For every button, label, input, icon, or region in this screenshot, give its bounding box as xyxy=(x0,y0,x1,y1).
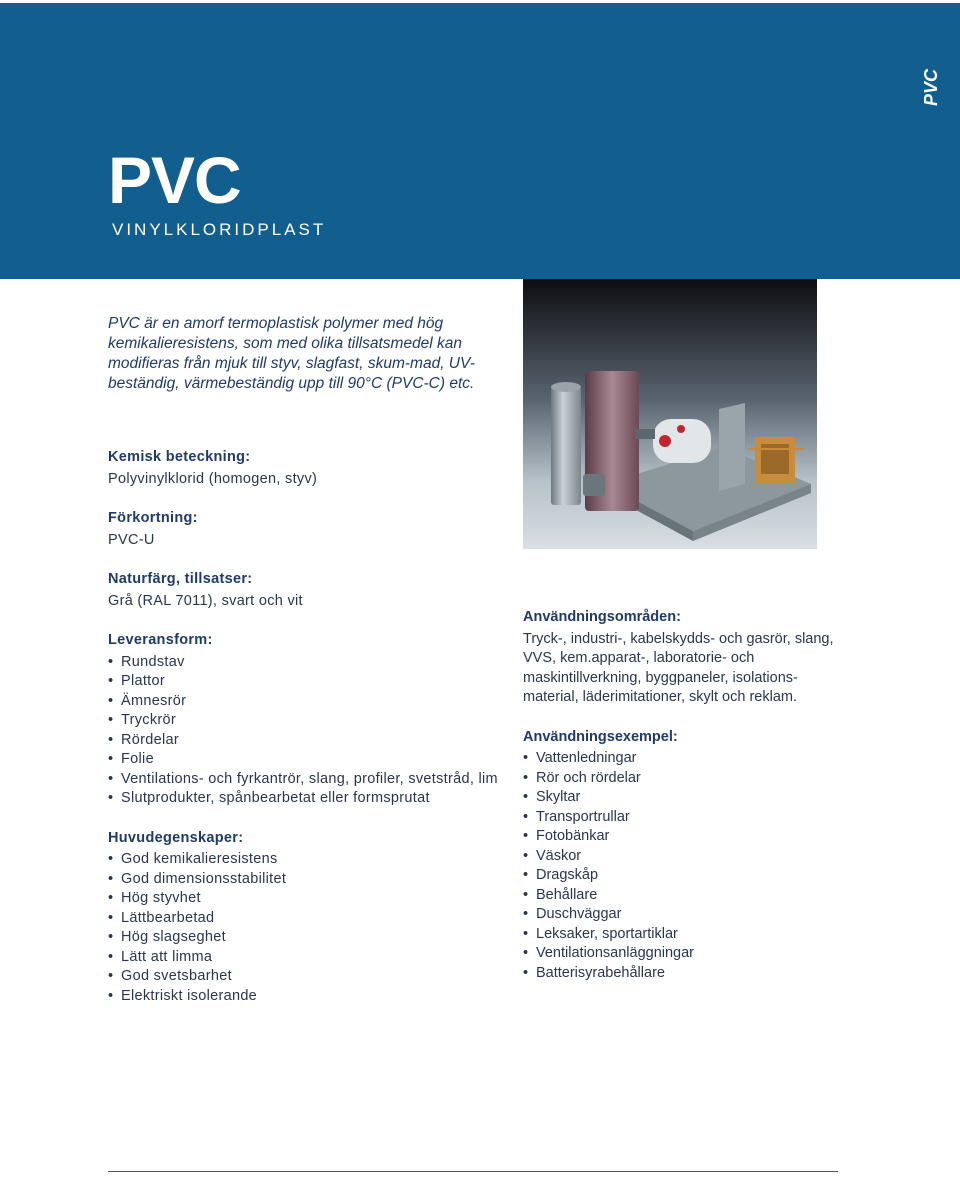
list-item: • Hög slagseghet xyxy=(108,928,508,948)
list-item: • Fotobänkar xyxy=(523,827,843,847)
section-label: Kemisk beteckning: xyxy=(108,449,251,465)
section-label: Naturfärg, tillsatser: xyxy=(108,571,253,587)
section-anvandningsexempel xyxy=(523,728,843,984)
section-label: Förkortning: xyxy=(108,510,198,526)
side-tab-label: PVC xyxy=(921,69,941,107)
list-item: • God dimensionsstabilitet xyxy=(108,870,508,890)
section-label: Användningsområden: xyxy=(523,609,681,625)
product-photo xyxy=(523,279,817,549)
list-item: • Behållare xyxy=(523,886,843,906)
section-value: Polyvinylklorid (homogen, styv) xyxy=(108,470,318,487)
section-value: Grå (RAL 7011), svart och vit xyxy=(108,592,303,609)
section-forkortning xyxy=(108,509,508,550)
section-anvandningsomraden xyxy=(523,608,843,708)
section-label: Användningsexempel: xyxy=(523,728,678,745)
list-item: • God svetsbarhet xyxy=(108,967,508,987)
section-value: Tryck-, industri-, kabelskydds- och gasrör, slang, VVS, kem.apparat-, laboratorie- och maskintillverkning, byggpaneler, isolations-material, läderimitationer, skylt och reklam. xyxy=(523,630,834,705)
list-item: • Folie xyxy=(108,750,508,770)
section-huvudegenskaper xyxy=(108,829,508,1007)
list-item: • Lättbearbetad xyxy=(108,909,508,929)
list-item: • Elektriskt isolerande xyxy=(108,987,508,1007)
list-item: • Leksaker, sportartiklar xyxy=(523,925,843,945)
section-leveransform xyxy=(108,631,508,809)
leveransform-list xyxy=(108,653,508,809)
list-item: • Plattor xyxy=(108,672,508,692)
product-photo-illustration xyxy=(523,279,817,549)
list-item: • Ventilationsanläggningar xyxy=(523,944,843,964)
list-item: • Slutprodukter, spånbearbetat eller formsprutat xyxy=(108,789,508,809)
left-column xyxy=(108,448,508,1026)
list-item: • Rördelar xyxy=(108,731,508,751)
right-column xyxy=(523,608,843,1003)
list-item: • Skyltar xyxy=(523,788,843,808)
page-subtitle: VINYLKLORIDPLAST xyxy=(112,220,327,239)
list-item: • Rör och rördelar xyxy=(523,769,843,789)
list-item: • Vattenledningar xyxy=(523,749,843,769)
list-item: • Ämnesrör xyxy=(108,692,508,712)
section-naturfarg xyxy=(108,570,508,611)
list-item: • Ventilations- och fyrkantrör, slang, profiler, svetstråd, lim xyxy=(108,770,508,790)
list-item: • Hög styvhet xyxy=(108,889,508,909)
footer-divider xyxy=(108,1171,838,1172)
list-item: • Transportrullar xyxy=(523,808,843,828)
list-item: • Lätt att limma xyxy=(108,948,508,968)
page-title: PVC xyxy=(108,143,241,217)
section-value: PVC-U xyxy=(108,531,155,548)
list-item: • Duschväggar xyxy=(523,905,843,925)
list-item: • God kemikalieresistens xyxy=(108,850,508,870)
list-item: • Rundstav xyxy=(108,653,508,673)
anvandningsexempel-list xyxy=(523,749,843,983)
list-item: • Tryckrör xyxy=(108,711,508,731)
list-item: • Väskor xyxy=(523,847,843,867)
list-item: • Batterisyrabehållare xyxy=(523,964,843,984)
section-label: Huvudegenskaper: xyxy=(108,829,244,846)
list-item: • Dragskåp xyxy=(523,866,843,886)
intro-paragraph: PVC är en amorf termoplastisk polymer med hög kemikalieresistens, som med olika tillsatsmedel kan modifieras från mjuk till styv, slagfast, skum-mad, UV-beständig, värmebeständig upp till 90°C (PVC-C) etc. xyxy=(108,315,475,392)
section-kemisk-beteckning xyxy=(108,448,508,489)
huvudegenskaper-list xyxy=(108,850,508,1006)
section-label: Leveransform: xyxy=(108,632,213,648)
header-banner xyxy=(0,3,960,279)
